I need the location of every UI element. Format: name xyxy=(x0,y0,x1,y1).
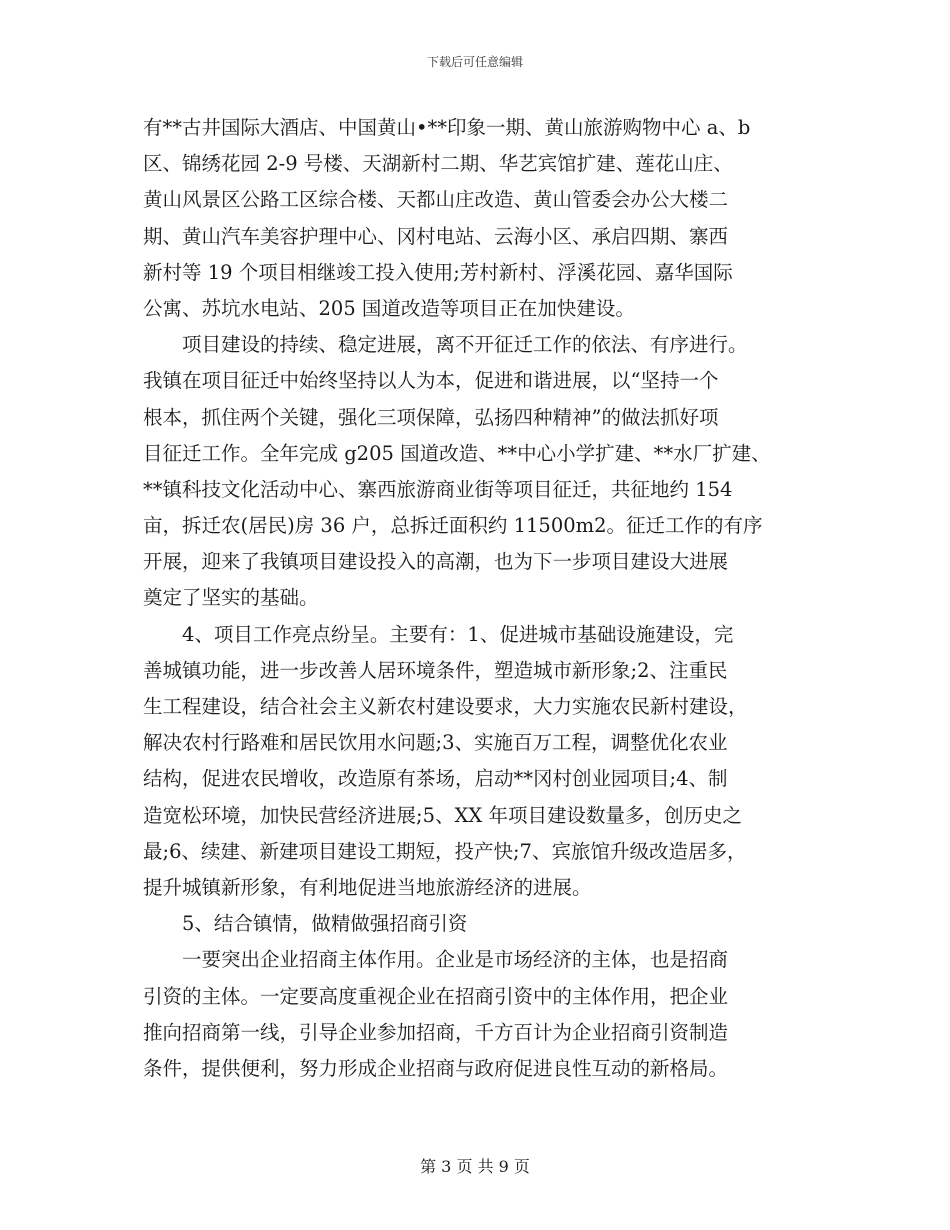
text-line: 黄山风景区公路工区综合楼、天都山庄改造、黄山管委会办公大楼二 xyxy=(143,188,729,212)
text-line: 有**古井国际大酒店、中国黄山•**印象一期、黄山旅游购物中心 a、b xyxy=(143,116,751,139)
text-line: 4、项目工作亮点纷呈。主要有：1、促进城市基础设施建设，完 xyxy=(143,622,734,646)
text-line: 期、黄山汽车美容护理中心、冈村电站、云海小区、承启四期、寨西 xyxy=(143,224,729,248)
text-line: 公寓、苏坑水电站、205 国道改造等项目正在加快建设。 xyxy=(143,296,635,320)
text-line: **镇科技文化活动中心、寨西旅游商业街等项目征迁，共征地约 154 xyxy=(143,477,733,501)
text-line: 开展，迎来了我镇项目建设投入的高潮，也为下一步项目建设大进展 xyxy=(143,550,729,574)
header-note: 下载后可任意编辑 xyxy=(426,55,523,69)
text-line: 目征迁工作。全年完成 g205 国道改造、**中心小学扩建、**水厂扩建、 xyxy=(143,441,771,465)
text-line: 区、锦绣花园 2-9 号楼、天湖新村二期、华艺宾馆扩建、莲花山庄、 xyxy=(143,152,733,176)
document-body xyxy=(143,110,807,1087)
text-line: 条件，提供便利，努力形成企业招商与政府促进良性互动的新格局。 xyxy=(143,1056,729,1080)
text-line: 根本，抓住两个关键，强化三项保障，弘扬四种精神”的做法抓好项 xyxy=(143,405,719,429)
page-number: 第 3 页 共 9 页 xyxy=(420,1157,530,1176)
text-line: 最;6、续建、新建项目建设工期短，投产快;7、宾旅馆升级改造居多， xyxy=(143,839,747,863)
text-line: 5、结合镇情，做精做强招商引资 xyxy=(143,912,468,936)
text-line: 造宽松环境，加快民营经济进展;5、XX 年项目建设数量多，创历史之 xyxy=(143,803,742,827)
text-line: 结构，促进农民增收，改造原有茶场，启动**冈村创业园项目;4、制 xyxy=(143,767,728,791)
text-line: 一要突出企业招商主体作用。企业是市场经济的主体，也是招商 xyxy=(143,948,729,972)
text-line: 亩，拆迁农(居民)房 36 户，总拆迁面积约 11500m2。征迁工作的有序 xyxy=(143,514,763,538)
text-line: 新村等 19 个项目相继竣工投入使用;芳村新村、浮溪花园、嘉华国际 xyxy=(143,260,733,284)
text-line: 生工程建设，结合社会主义新农村建设要求，大力实施农民新村建设， xyxy=(143,695,748,718)
text-line: 我镇在项目征迁中始终坚持以人为本，促进和谐进展，以“坚持一个 xyxy=(143,369,719,393)
text-line: 解决农村行路难和居民饮用水问题;3、实施百万工程，调整优化农业 xyxy=(143,731,728,755)
text-line: 善城镇功能，进一步改善人居环境条件，塑造城市新形象;2、注重民 xyxy=(143,658,728,682)
text-line: 推向招商第一线，引导企业参加招商，千方百计为企业招商引资制造 xyxy=(143,1020,729,1044)
text-line: 项目建设的持续、稳定进展，离不开征迁工作的依法、有序进行。 xyxy=(143,333,748,357)
text-line: 引资的主体。一定要高度重视企业在招商引资中的主体作用，把企业 xyxy=(143,984,729,1008)
text-line: 提升城镇新形象，有利地促进当地旅游经济的进展。 xyxy=(143,875,592,899)
text-line: 奠定了坚实的基础。 xyxy=(143,586,319,610)
